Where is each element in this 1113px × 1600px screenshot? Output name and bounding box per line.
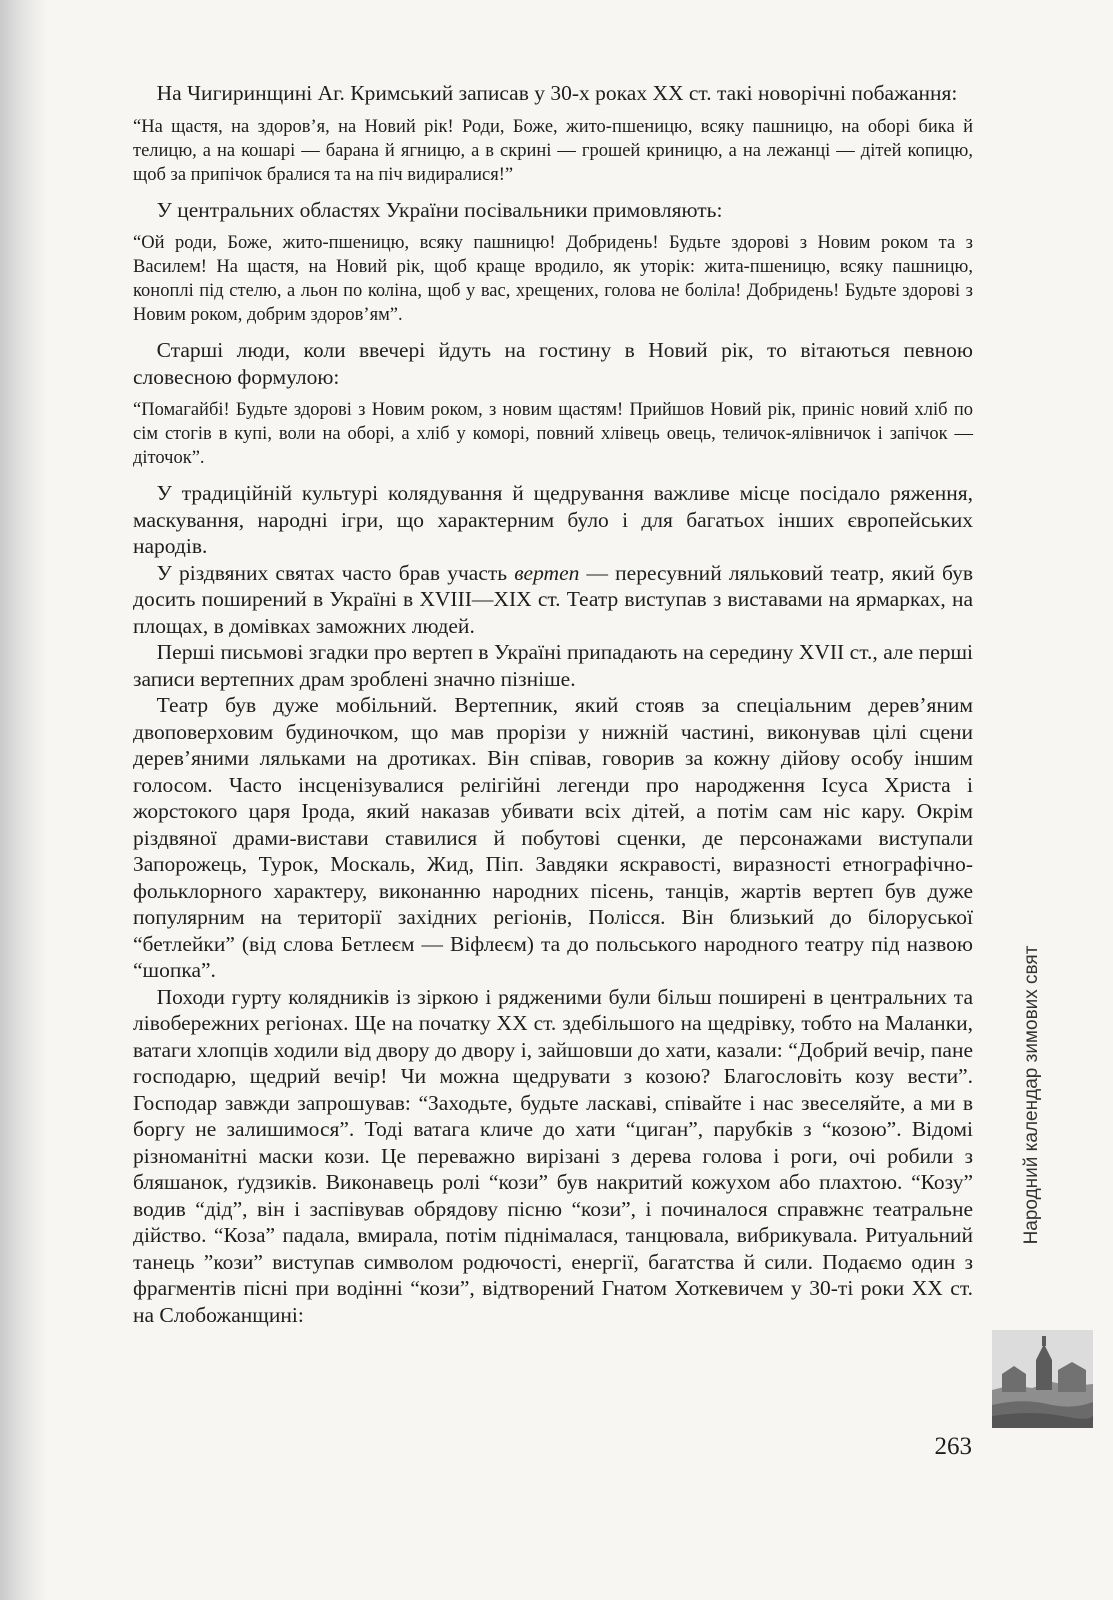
- paragraph-vertep: [133, 560, 973, 640]
- paragraph-theatre: Театр був дуже мобільний. Вертепник, який стояв за спеціальним дерев’яним двоповерховим будиночком, що мав прорізи у нижній частині, виконував цілі сцени дерев’яними ляльками на дротиках. Він співав, говорив за кожну дійову особу іншим голосом. Часто інсценізувалися релігійні легенди про народження Ісуса Христа і жорстокого царя Ірода, який наказав убивати всіх дітей, а потім сам ніс кару. Окрім різдвяної драми-вистави ставилися й побутові сценки, де персонажами виступали Запорожець, Турок, Москаль, Жид, Піп. Завдяки яскравості, виразності етнографічно-фольклорного характеру, виконанню народних пісень, танців, жартів вертеп був дуже популярним на території західних регіонів, Полісся. Він близький до білоруської “бетлейки” (від слова Бетлеєм — Віфлеєм) та до польського народного театру під назвою “шопка”.: [133, 693, 973, 982]
- quote-greeting-1: “На щастя, на здоров’я, на Новий рік! Роди, Боже, жито-пшеницю, всяку пашницю, на оборі бика й телицю, а на кошарі — барана й ягницю, а в скрині — грошей криницю, а на лежанці — дітей копицю, щоб за припічок бралися та на піч видиралися!”: [133, 116, 973, 185]
- quote-greeting-3: “Помагайбі! Будьте здорові з Новим роком, з новим щастям! Прийшов Новий рік, приніс новий хліб по сім стогів в купі, воли на оборі, а хліб у коморі, повний хлівець овець, теличок-ялівничок і запічок — діточок”.: [133, 400, 973, 468]
- paragraph-first-mentions: Перші письмові згадки про вертеп в Україні припадають на середину XVII ст., але перші записи вертепних драм зроблені значно пізніше.: [133, 640, 973, 691]
- paragraph-intro-chyhyryn: На Чигиринщині Аг. Кримський записав у 30-х роках XX ст. такі новорічні побажання:: [156, 81, 958, 105]
- binding-shadow: [0, 0, 48, 1600]
- running-section-title: Народний календар зимових свят: [1021, 945, 1042, 1245]
- village-church-illustration: [992, 1330, 1093, 1428]
- paragraph-goat-procession: Походи гурту колядників із зіркою і рядженими були більш поширені в центральних та лівобережних регіонах. Ще на початку XX ст. здебільшого на щедрівку, тобто на Маланки, ватаги хлопців ходили від двору до двору і, зайшовши до хати, казали: “Добрий вечір, пане господарю, щедрий вечір! Чи можна щедрувати з козою? Благословіть козу вести”. Господар завжди запрошував: “Заходьте, будьте ласкаві, співайте і нас звеселяйте, а ми в боргу не залишимося”. Тоді ватага кличе до хати “циган”, парубків з “козою”. Відомі різноманітні маски кози. Це переважно вирізані з дерева голова і роги, очі робили з бляшанок, ґудзиків. Виконавець ролі “кози” був накритий кожухом або плахтою. “Козу” водив “дід”, він і заспівував обрядову пісню “кози”, і починалося справжнє театральне дійство. “Коза” падала, вмирала, потім піднімалася, танцювала, вибрикувала. Ритуальний танець ”кози” виступав символом родючості, енергії, багатства й сили. Подаємо один з фрагментів пісні при водінні “кози”, відтворений Гнатом Хоткевичем у 30-ті роки XX ст. на Слобожанщині:: [133, 984, 973, 1327]
- page-content: [133, 80, 973, 1328]
- paragraph-elders: Старші люди, коли ввечері йдуть на гостину в Новий рік, то вітаються певною словесною формулою:: [133, 338, 973, 389]
- section-thumbnail-image: [992, 1330, 1093, 1428]
- paragraph-mumming: У традиційній культурі колядування й щедрування важливе місце посідало ряження, маскування, народні ігри, що характерним було і для багатьох інших європейських народів.: [133, 481, 973, 558]
- quote-greeting-2: “Ой роди, Боже, жито-пшеницю, всяку пашницю! Добридень! Будьте здорові з Новим роком та з Василем! На щастя, на Новий рік, щоб краще вродило, як уторік: жита-пшеницю, всяку пашницю, коноплі під стелю, а льон по коліна, щоб у вас, хрещених, голова не боліла! Добридень! Будьте здорові з Новим роком, добрим здоров’ям”.: [133, 233, 973, 325]
- page-number: 263: [934, 1433, 972, 1460]
- paragraph-vertep-end: — пересувний ляльковий театр, який був досить поширений в Україні в XVIII—XIX ст. Театр виступав з виставами на ярмарках, на площах, в домівках заможних людей.: [133, 560, 973, 638]
- term-vertep: вертеп: [514, 560, 580, 585]
- paragraph-vertep-start: У різдвяних святах часто брав участь: [156, 560, 515, 585]
- paragraph-central-regions: У центральних областях України посівальники примовляють:: [156, 197, 723, 222]
